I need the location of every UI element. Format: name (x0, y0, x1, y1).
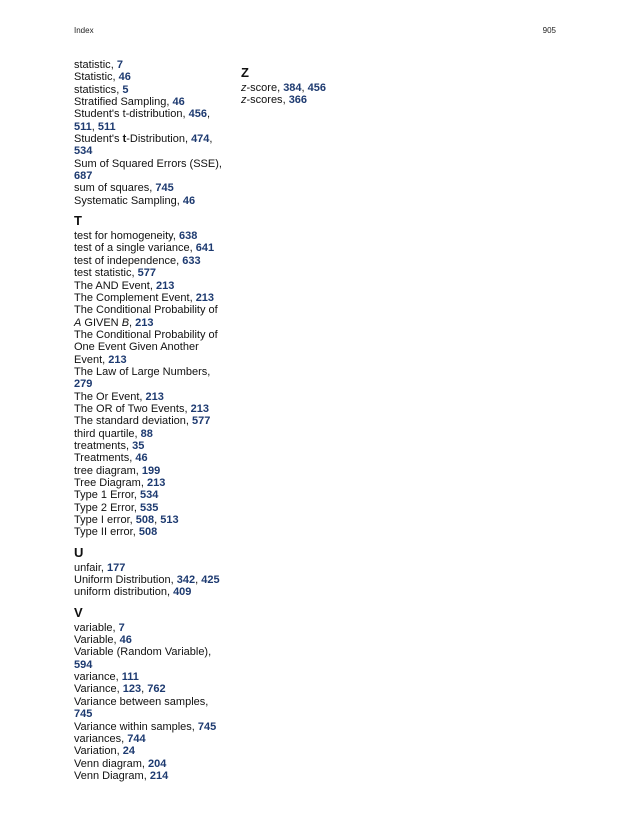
page-link[interactable]: 213 (146, 477, 166, 489)
page-link[interactable]: 577 (137, 267, 156, 280)
separator: , (206, 108, 211, 121)
index-entry (74, 526, 226, 538)
index-column-right (241, 66, 411, 107)
separator: , (110, 59, 117, 71)
separator: , (113, 634, 120, 647)
separator: , (141, 757, 149, 770)
index-term: -scores (246, 94, 283, 107)
index-term: Type 2 Error (74, 501, 134, 514)
page-link[interactable]: 474 (191, 133, 210, 146)
page-link[interactable]: 745 (155, 182, 174, 195)
page-link[interactable]: 35 (132, 439, 145, 452)
separator: , (112, 71, 119, 84)
index-entry (74, 255, 226, 267)
index-term: third quartile (74, 427, 135, 440)
page-link[interactable]: 687 (74, 170, 93, 183)
separator: , (166, 586, 174, 599)
separator: , (154, 514, 161, 527)
page-link[interactable]: 508 (135, 514, 155, 527)
index-term: Statistic (74, 71, 113, 84)
index-term: Variance (74, 683, 117, 696)
separator: , (143, 769, 150, 782)
index-entry (74, 634, 226, 646)
separator: , (172, 230, 179, 243)
separator: , (205, 695, 209, 708)
index-entry (74, 696, 226, 721)
page-link[interactable]: 24 (122, 745, 135, 758)
separator: , (184, 133, 192, 146)
separator: , (218, 157, 222, 170)
index-entry (74, 108, 226, 133)
index-entry (74, 452, 226, 464)
index-term: The Law of Large Numbers (74, 365, 208, 378)
page-link[interactable]: 511 (97, 120, 116, 133)
page-link[interactable]: 508 (138, 526, 158, 539)
separator: , (116, 683, 123, 696)
page-link[interactable]: 425 (201, 574, 220, 587)
index-term: t (122, 133, 127, 146)
separator: , (195, 574, 202, 587)
index-entry (74, 622, 226, 634)
separator: , (139, 390, 146, 403)
index-term: test of a single variance (74, 242, 190, 255)
index-term: The Conditional Probability of (74, 304, 218, 317)
page-link[interactable]: 213 (195, 291, 215, 304)
index-entry (74, 502, 226, 514)
page-link[interactable]: 409 (173, 586, 192, 599)
page-link[interactable]: 213 (190, 402, 209, 415)
index-entry (74, 391, 226, 403)
index-term: A (74, 316, 82, 329)
index-term: Variance between samples (74, 695, 206, 708)
index-entry (74, 195, 226, 207)
separator: , (149, 279, 156, 292)
page-link[interactable]: 456 (307, 82, 327, 94)
index-column-left (74, 59, 226, 782)
page-link[interactable]: 366 (288, 94, 308, 107)
separator: , (208, 646, 212, 659)
index-entry (74, 489, 226, 501)
index-entry (74, 562, 226, 574)
index-term: statistics (74, 83, 117, 96)
index-term: Variance within samples (74, 720, 192, 733)
separator: , (176, 194, 183, 207)
separator: , (116, 745, 123, 758)
index-term: Student's (74, 133, 123, 146)
separator: , (189, 242, 196, 255)
page-link[interactable]: 513 (160, 514, 179, 527)
separator: , (132, 526, 139, 539)
separator: , (102, 353, 109, 366)
index-term: Variation (74, 745, 117, 758)
separator: , (301, 82, 308, 94)
page-link[interactable]: 342 (176, 574, 196, 587)
separator: , (135, 464, 142, 477)
page-link[interactable]: 456 (188, 108, 207, 121)
index-entry (74, 586, 226, 598)
page-link[interactable]: 384 (283, 82, 302, 94)
separator: , (129, 514, 136, 527)
index-entry (74, 758, 226, 770)
separator: , (91, 120, 98, 133)
separator: , (191, 720, 198, 733)
page-link[interactable]: 762 (147, 683, 166, 696)
index-term: The Or Event (74, 390, 140, 403)
separator: , (133, 489, 141, 502)
index-entry (74, 242, 226, 254)
index-entry (74, 646, 226, 671)
index-term: Variable (74, 634, 114, 647)
index-term: Type II error (74, 526, 133, 539)
page-link[interactable]: 213 (108, 353, 127, 366)
page-link[interactable]: 511 (74, 120, 92, 133)
page-link[interactable]: 213 (155, 279, 175, 292)
index-term: GIVEN (81, 316, 122, 329)
index-entry (74, 71, 226, 83)
separator: , (121, 732, 128, 745)
index-term: sum of squares (74, 182, 150, 195)
page-link[interactable]: 594 (74, 658, 93, 671)
index-entry (241, 82, 411, 94)
page-link[interactable]: 535 (140, 501, 159, 514)
index-term: Treatments (74, 452, 130, 465)
separator: , (116, 83, 123, 96)
separator: , (115, 671, 122, 684)
index-term: treatments (74, 439, 126, 452)
index-term: Type I error (74, 514, 130, 527)
index-entry (74, 182, 226, 194)
index-term: The AND Event (74, 279, 150, 292)
page-link[interactable]: 213 (145, 390, 164, 403)
separator: , (125, 439, 133, 452)
page-link[interactable]: 88 (140, 427, 153, 440)
page-link[interactable]: 534 (74, 145, 93, 158)
index-term: Venn Diagram (74, 769, 144, 782)
index-letter-heading: U (74, 544, 84, 560)
page-link[interactable]: 638 (178, 230, 198, 243)
separator: , (133, 501, 141, 514)
index-entry (74, 683, 226, 695)
index-term: z (241, 82, 247, 94)
index-entry (74, 230, 226, 242)
separator: , (129, 316, 136, 329)
index-term: test statistic (74, 267, 132, 280)
index-term: variable (74, 621, 113, 634)
index-term: The OR of Two Events (74, 402, 185, 415)
separator: , (185, 415, 193, 428)
separator: , (140, 477, 147, 489)
separator: , (170, 574, 177, 587)
page-link[interactable]: 204 (148, 757, 167, 770)
page-link[interactable]: 46 (135, 452, 148, 465)
page-link[interactable]: 46 (118, 71, 131, 84)
page-link[interactable]: 46 (119, 634, 132, 647)
index-entry (74, 366, 226, 391)
page-link[interactable]: 744 (127, 732, 146, 745)
index-term: B (121, 316, 130, 329)
index-entry (74, 745, 226, 757)
separator: , (184, 402, 191, 415)
index-term: Type 1 Error (74, 489, 134, 502)
separator: , (176, 254, 183, 267)
index-term: tree diagram (74, 464, 136, 477)
index-letter-heading: Z (241, 65, 249, 80)
index-term: Stratified Sampling (74, 96, 167, 109)
index-entry (74, 671, 226, 683)
index-entry (74, 133, 226, 158)
index-entry (241, 94, 411, 106)
page-link[interactable]: 199 (141, 464, 161, 477)
index-term: test of independence (74, 254, 177, 267)
separator: , (112, 621, 119, 634)
index-term: Tree Diagram (74, 477, 141, 489)
index-term: z (241, 94, 247, 107)
index-entry (74, 574, 226, 586)
index-term: Uniform Distribution (74, 574, 171, 587)
index-term: The Complement Event (74, 291, 190, 304)
index-letter-heading: V (74, 604, 83, 620)
index-term: Student's t-distribution (74, 108, 183, 121)
index-term: test for homogeneity (74, 230, 173, 243)
page-link[interactable]: 111 (121, 671, 139, 684)
index-entry (74, 96, 226, 108)
separator: , (149, 182, 156, 195)
index-entry (74, 721, 226, 733)
separator: , (100, 561, 108, 574)
index-entry (74, 465, 226, 477)
separator: , (134, 427, 141, 440)
page-link[interactable]: 123 (122, 683, 142, 696)
separator: , (277, 82, 284, 94)
separator: , (189, 291, 196, 304)
separator: , (182, 108, 189, 121)
index-term: Systematic Sampling (74, 194, 177, 207)
running-header-section: Index (74, 26, 94, 35)
separator: , (282, 94, 289, 107)
index-entry (74, 440, 226, 452)
index-term: Sum of Squared Errors (SSE) (74, 157, 219, 170)
index-term: Venn diagram (74, 757, 142, 770)
index-entry (74, 84, 226, 96)
index-entry (74, 477, 226, 489)
page-link[interactable]: 46 (172, 96, 185, 109)
page-link[interactable]: 633 (182, 254, 201, 267)
page-link[interactable]: 5 (122, 83, 129, 96)
page-link[interactable]: 641 (195, 242, 215, 255)
index-term: -score (246, 82, 278, 94)
separator: , (166, 96, 173, 109)
index-entry (74, 267, 226, 279)
page-link[interactable]: 7 (116, 59, 123, 71)
page-link[interactable]: 177 (107, 561, 126, 574)
index-entry (74, 403, 226, 415)
page-link[interactable]: 213 (135, 316, 154, 329)
index-term: variance (74, 671, 116, 684)
separator: , (129, 452, 136, 465)
index-entry (74, 59, 226, 71)
page-link[interactable]: 577 (192, 415, 211, 428)
index-entry (74, 292, 226, 304)
index-entry (74, 770, 226, 782)
separator: , (141, 683, 148, 696)
index-term: The standard deviation (74, 415, 186, 428)
index-letter-heading: T (74, 213, 82, 229)
separator: , (207, 365, 211, 378)
index-term: unfair (74, 561, 101, 574)
index-term: Variable (Random Variable) (74, 646, 209, 659)
index-entry (74, 733, 226, 745)
index-term: uniform distribution (74, 586, 167, 599)
index-term: The Conditional Probability of One Event Given Another Event (74, 328, 218, 366)
index-entry (74, 304, 226, 329)
page-link[interactable]: 745 (197, 720, 217, 733)
page-link[interactable]: 7 (118, 621, 125, 634)
index-entry (74, 428, 226, 440)
running-header-page-number: 905 (542, 26, 556, 35)
index-entry (74, 415, 226, 427)
index-entry (74, 514, 226, 526)
page-link[interactable]: 279 (74, 378, 93, 391)
separator: , (209, 133, 213, 146)
page-link[interactable]: 46 (182, 194, 196, 207)
page-link[interactable]: 214 (149, 769, 169, 782)
separator: , (131, 267, 138, 280)
page-link[interactable]: 745 (74, 708, 93, 721)
index-term: variances (74, 732, 122, 745)
index-term: statistic (74, 59, 111, 71)
index-term: -Distribution (126, 133, 185, 146)
index-entry (74, 158, 226, 183)
page-link[interactable]: 534 (140, 489, 159, 502)
index-entry (74, 329, 226, 366)
index-entry (74, 280, 226, 292)
